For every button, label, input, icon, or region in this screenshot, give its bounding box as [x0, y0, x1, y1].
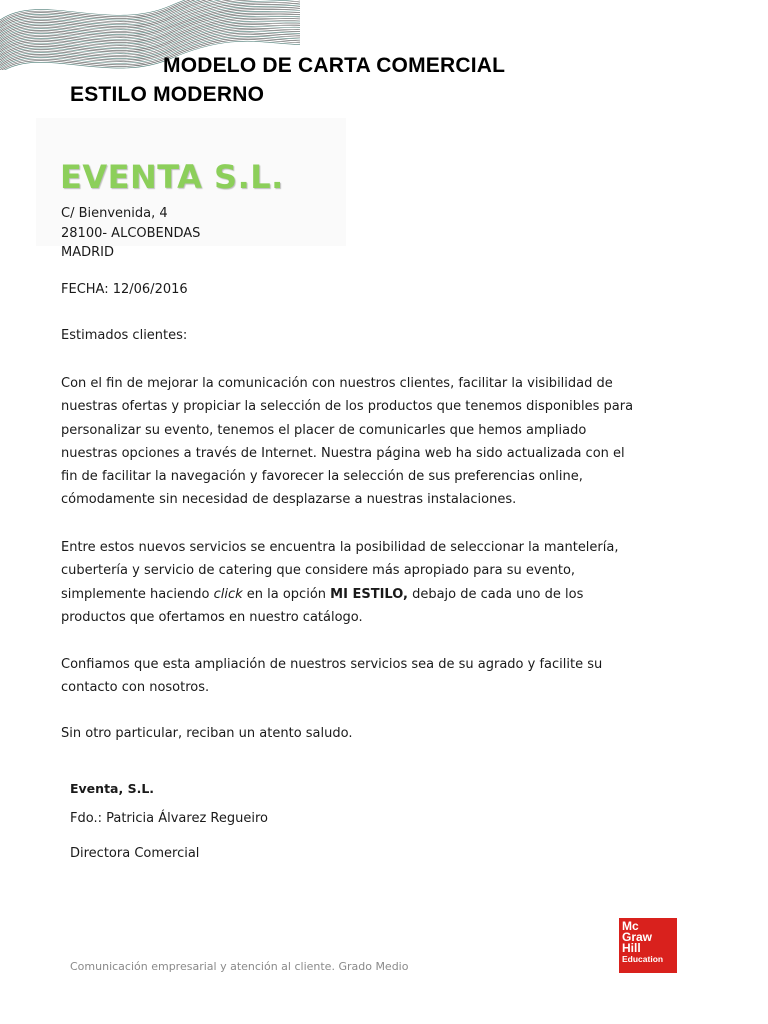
paragraph-line — [61, 583, 661, 606]
signature-role: Directora Comercial — [70, 846, 200, 861]
body-paragraph-3 — [61, 653, 661, 700]
publisher-logo-line: Mc — [622, 919, 639, 933]
paragraph-line: cubertería y servicio de catering que considere más apropiado para su evento, — [61, 563, 576, 579]
text-run: debajo de cada uno de los — [407, 586, 584, 602]
text-run: simplemente haciendo — [61, 586, 214, 602]
text-run: en la opción — [242, 586, 331, 602]
wave-line — [0, 23, 300, 55]
address-line: MADRID — [61, 245, 114, 260]
paragraph-line: Con el fin de mejorar la comunicación con nuestros clientes, facilitar la visibilidad de — [61, 376, 613, 391]
signature-name: Fdo.: Patricia Álvarez Regueiro — [70, 811, 268, 826]
greeting: Estimados clientes: — [61, 328, 188, 343]
body-paragraph-2 — [61, 536, 661, 629]
signature-company: Eventa, S.L. — [70, 781, 155, 796]
document-title: MODELO DE CARTA COMERCIAL — [163, 54, 506, 77]
wave-line — [0, 25, 300, 57]
bold-mi-estilo-term: MI ESTILO, — [330, 586, 408, 602]
footer-caption: Comunicación empresarial y atención al cliente. Grado Medio — [70, 960, 409, 973]
address-line: C/ Bienvenida, 4 — [61, 206, 168, 221]
paragraph-line: contacto con nosotros. — [61, 680, 210, 696]
paragraph-line: Entre estos nuevos servicios se encuentra la posibilidad de seleccionar la mantelería, — [61, 540, 619, 555]
address-line: 28100- ALCOBENDAS — [61, 225, 201, 241]
italic-click-term: click — [213, 586, 243, 602]
company-address — [61, 204, 200, 263]
closing-line: Sin otro particular, reciban un atento saludo. — [61, 726, 353, 741]
publisher-logo — [619, 918, 677, 973]
paragraph-line: personalizar su evento, tenemos el placer de comunicarles que hemos ampliado — [61, 422, 587, 438]
paragraph-line: Confiamos que esta ampliación de nuestros servicios sea de su agrado y facilite su — [61, 657, 603, 672]
paragraph-line: nuestras ofertas y propiciar la selección de los productos que tenemos disponibles para — [61, 399, 634, 415]
publisher-logo-line: Education — [622, 954, 664, 964]
paragraph-line: productos que ofertamos en nuestro catálogo. — [61, 609, 363, 625]
paragraph-line: nuestras opciones a través de Internet. Nuestra página web ha sido actualizada con el — [61, 445, 625, 461]
paragraph-line: fin de facilitar la navegación y favorecer la selección de sus preferencias online, — [61, 469, 583, 485]
publisher-logo-line: Graw — [622, 930, 653, 944]
company-logo: EVENTA S.L. — [60, 158, 284, 196]
letter-date: FECHA: 12/06/2016 — [61, 282, 188, 297]
document-subtitle: ESTILO MODERNO — [70, 83, 265, 106]
publisher-logo-line: Hill — [622, 941, 641, 955]
body-paragraph-1 — [61, 372, 661, 512]
paragraph-line: cómodamente sin necesidad de desplazarse a nuestras instalaciones. — [61, 492, 517, 508]
